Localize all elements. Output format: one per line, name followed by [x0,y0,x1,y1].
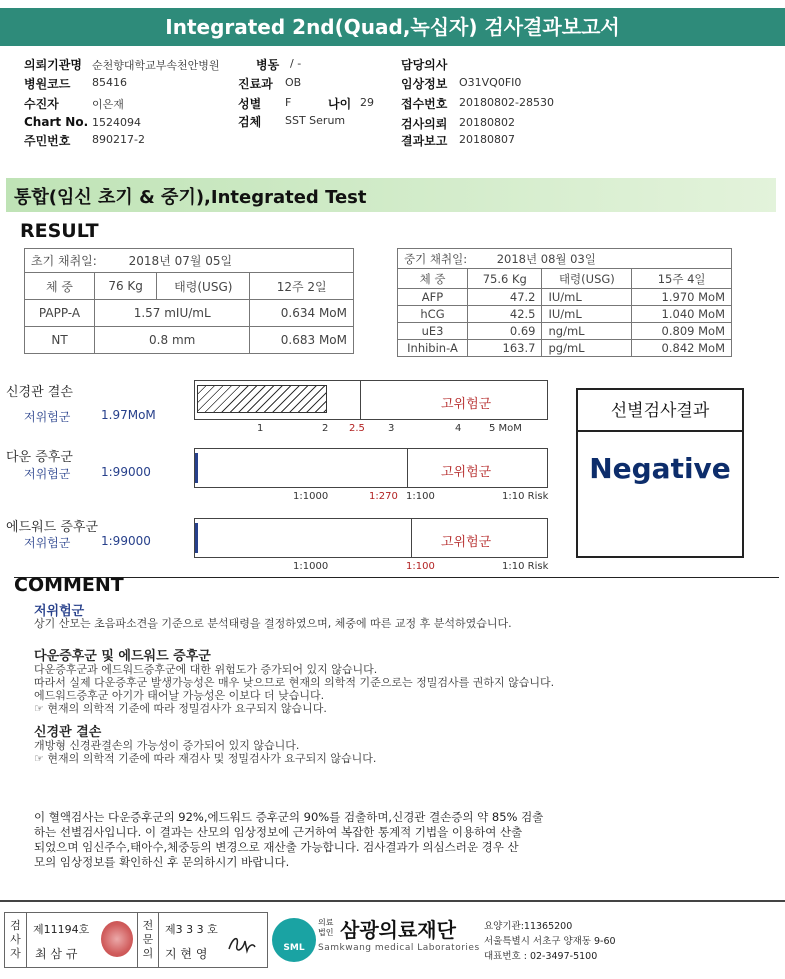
edwards-marker [195,523,198,553]
org-phone: 대표번호 : 02-3497-5100 [484,951,598,962]
marker-mom: 1.040 MoM [632,306,732,323]
marker-unit: IU/mL [542,306,632,323]
signature-box [4,912,268,968]
report-date-label: 결과보고 [401,134,448,148]
doctor-label: 전문의 [137,913,159,967]
doctor-name: 지 현 영 [165,947,208,961]
first-ga-label: 태령(USG) [157,273,250,300]
screening-result-label: 선별검사결과 [578,390,742,432]
ntd-label: 신경관 결손 [6,385,73,400]
marker-value: 0.8 mm [95,327,250,354]
marker-name: NT [25,327,95,354]
report-title: Integrated 2nd(Quad,녹십자) 검사결과보고서 [0,8,785,46]
tick: 2 [322,423,329,434]
tester-seal-icon [101,921,133,957]
tick: 5 MoM [489,423,522,434]
marker-mom: 0.683 MoM [250,327,354,354]
report-date-value: 20180807 [459,133,515,146]
down-group: 저위험군 [24,467,71,481]
comment-down-text-4: ☞ 현재의 의학적 기준에 따라 정밀검사가 요구되지 않습니다. [34,702,327,715]
marker-mom: 0.634 MoM [250,300,354,327]
sml-logo-icon: SML [272,918,316,962]
comment-down-text-1: 다운증후군과 에드워드증후군에 대한 위험도가 증가되어 있지 않습니다. [34,663,378,676]
ward-value: / - [290,57,302,70]
marker-mom: 0.842 MoM [632,340,732,357]
tick-cutoff: 1:100 [406,561,435,572]
comment-heading: COMMENT [14,574,124,596]
comment-down-text-3: 에드워드증후군 아기가 태어날 가능성은 이보다 더 낮습니다. [34,689,325,702]
second-ga-label: 태령(USG) [542,269,632,289]
age-value: 29 [360,96,374,109]
note-line: 되었으며 임신주수,태아수,체중등의 변경으로 재산출 가능합니다. 검사결과가 의심스러운 경우 산 [34,840,519,854]
dept-label: 진료과 [238,77,273,91]
down-cutoff-line [407,449,408,487]
tick: 1:1000 [293,561,329,572]
doctor-label: 담당의사 [401,58,448,72]
tick: 3 [388,423,395,434]
edwards-high-label: 고위험군 [441,535,492,550]
tick-cutoff: 2.5 [349,423,365,434]
marker-value: 0.69 [468,323,542,340]
down-value: 1:99000 [101,465,151,479]
edwards-value: 1:99000 [101,534,151,548]
ward-label: 병동 [256,58,280,72]
marker-name: AFP [398,289,468,306]
marker-unit: IU/mL [542,289,632,306]
comment-divider [14,577,779,578]
comment-down-text-2: 따라서 실제 다운증후군 발생가능성은 매우 낮으므로 현재의 의학적 기준으로는 정밀검사를 권하지 않습니다. [34,676,555,689]
first-weight: 76 Kg [95,273,157,300]
screening-result-box [576,388,744,558]
ntd-hatched-fill [197,385,327,413]
table-row [398,306,732,323]
code-value: 85416 [92,76,127,89]
marker-value: 47.2 [468,289,542,306]
edwards-label: 에드워드 증후군 [6,520,99,535]
down-risk-bar [194,448,548,488]
tick: 1:10 Risk [502,491,549,502]
second-weight-label: 체 중 [398,269,468,289]
ntd-group: 저위험군 [24,410,71,424]
org-address: 서울특별시 서초구 양재동 9-60 [484,936,616,947]
first-trimester-table [24,248,354,354]
tick: 1:100 [406,491,435,502]
marker-unit: ng/mL [542,323,632,340]
ntd-risk-bar [194,380,548,420]
clinical-label: 임상정보 [401,77,448,91]
table-row [398,289,732,306]
tester-name: 최 삼 규 [35,947,78,961]
marker-mom: 0.809 MoM [632,323,732,340]
ntd-value: 1.97MoM [101,408,156,422]
request-value: 20180802 [459,116,515,129]
table-row [25,300,354,327]
marker-value: 42.5 [468,306,542,323]
first-date: 2018년 07월 05일 [128,254,233,268]
second-date-label: 중기 채취일: [404,251,468,266]
tick: 1:10 Risk [502,561,549,572]
note-line: 하는 선별검사입니다. 이 결과는 산모의 임상정보에 근거하여 복잡한 통계적 기법을 이용하여 산출 [34,825,523,839]
org-small: 의료법인 [318,918,334,937]
dept-value: OB [285,76,302,89]
second-trimester-table [397,248,732,357]
receipt-label: 접수번호 [401,97,448,111]
comment-low-text: 상기 산모는 초음파소견을 기준으로 분석태령을 결정하였으며, 체중에 따른 교정 후 분석하였습니다. [34,617,512,630]
chart-label: Chart No. [24,115,89,129]
comment-ntd-text-2: ☞ 현재의 의학적 기준에 따라 재검사 및 정밀검사가 요구되지 않습니다. [34,752,377,765]
marker-name: PAPP-A [25,300,95,327]
sex-label: 성별 [238,97,262,111]
ntd-high-label: 고위험군 [441,397,492,412]
comment-ntd-text-1: 개방형 신경관결손의 가능성이 증가되어 있지 않습니다. [34,739,300,752]
marker-name: Inhibin-A [398,340,468,357]
marker-name: hCG [398,306,468,323]
org-code: 요양기관:11365200 [484,921,573,932]
tick: 1:1000 [293,491,329,502]
first-ga: 12주 2일 [250,273,354,300]
code-label: 병원코드 [24,77,71,91]
comment-low-heading: 저위험군 [34,604,85,619]
marker-unit: pg/mL [542,340,632,357]
result-heading: RESULT [20,220,99,242]
note-line: 이 혈액검사는 다운증후군의 92%,에드워드 증후군의 90%를 검출하며,신경관 결손증의 약 85% 검출 [34,810,544,824]
hospital-value: 순천향대학교부속천안병원 [92,59,220,72]
screening-result-value: Negative [589,452,731,485]
hospital-label: 의뢰기관명 [24,58,82,72]
age-label: 나이 [328,97,352,111]
edwards-risk-bar [194,518,548,558]
edwards-group: 저위험군 [24,536,71,550]
clinical-value: O31VQ0FI0 [459,76,522,89]
table-row [25,327,354,354]
footer-divider [0,900,785,902]
down-label: 다운 증후군 [6,450,73,465]
chart-value: 1524094 [92,116,141,129]
marker-value: 163.7 [468,340,542,357]
tick: 4 [455,423,462,434]
tick: 1 [257,423,264,434]
comment-down-heading: 다운증후군 및 에드워드 증후군 [34,649,211,664]
tester-label: 검사자 [5,913,27,967]
table-row [398,340,732,357]
down-marker [195,453,198,483]
patient-value: 이은재 [92,98,124,111]
signature-icon [225,931,259,957]
sex-value: F [285,96,292,109]
patient-label: 수진자 [24,97,59,111]
second-weight: 75.6 Kg [468,269,542,289]
ntd-cutoff-line [360,381,361,419]
specimen-label: 검체 [238,115,262,129]
second-ga: 15주 4일 [632,269,732,289]
tick-cutoff: 1:270 [369,491,398,502]
org-name: 삼광의료재단 [340,918,456,942]
section-title: 통합(임신 초기 & 중기),Integrated Test [14,187,367,208]
id-label: 주민번호 [24,134,71,148]
note-line: 모의 임상정보를 확인하신 후 문의하시기 바랍니다. [34,855,290,869]
specimen-value: SST Serum [285,114,346,127]
receipt-value: 20180802-28530 [459,96,554,109]
tester-no: 제11194호 [33,923,90,936]
id-value: 890217-2 [92,133,145,146]
comment-ntd-heading: 신경관 결손 [34,725,102,740]
first-weight-label: 체 중 [25,273,95,300]
first-date-label: 초기 채취일: [31,254,97,268]
second-date: 2018년 08월 03일 [496,251,596,266]
edwards-cutoff-line [411,519,412,557]
marker-mom: 1.970 MoM [632,289,732,306]
marker-name: uE3 [398,323,468,340]
request-label: 검사의뢰 [401,117,448,131]
marker-value: 1.57 mIU/mL [95,300,250,327]
down-high-label: 고위험군 [441,465,492,480]
org-english: Samkwang medical Laboratories [318,943,480,953]
doctor-no: 제3 3 3 호 [165,923,218,936]
screening-note [34,810,543,870]
table-row [398,323,732,340]
